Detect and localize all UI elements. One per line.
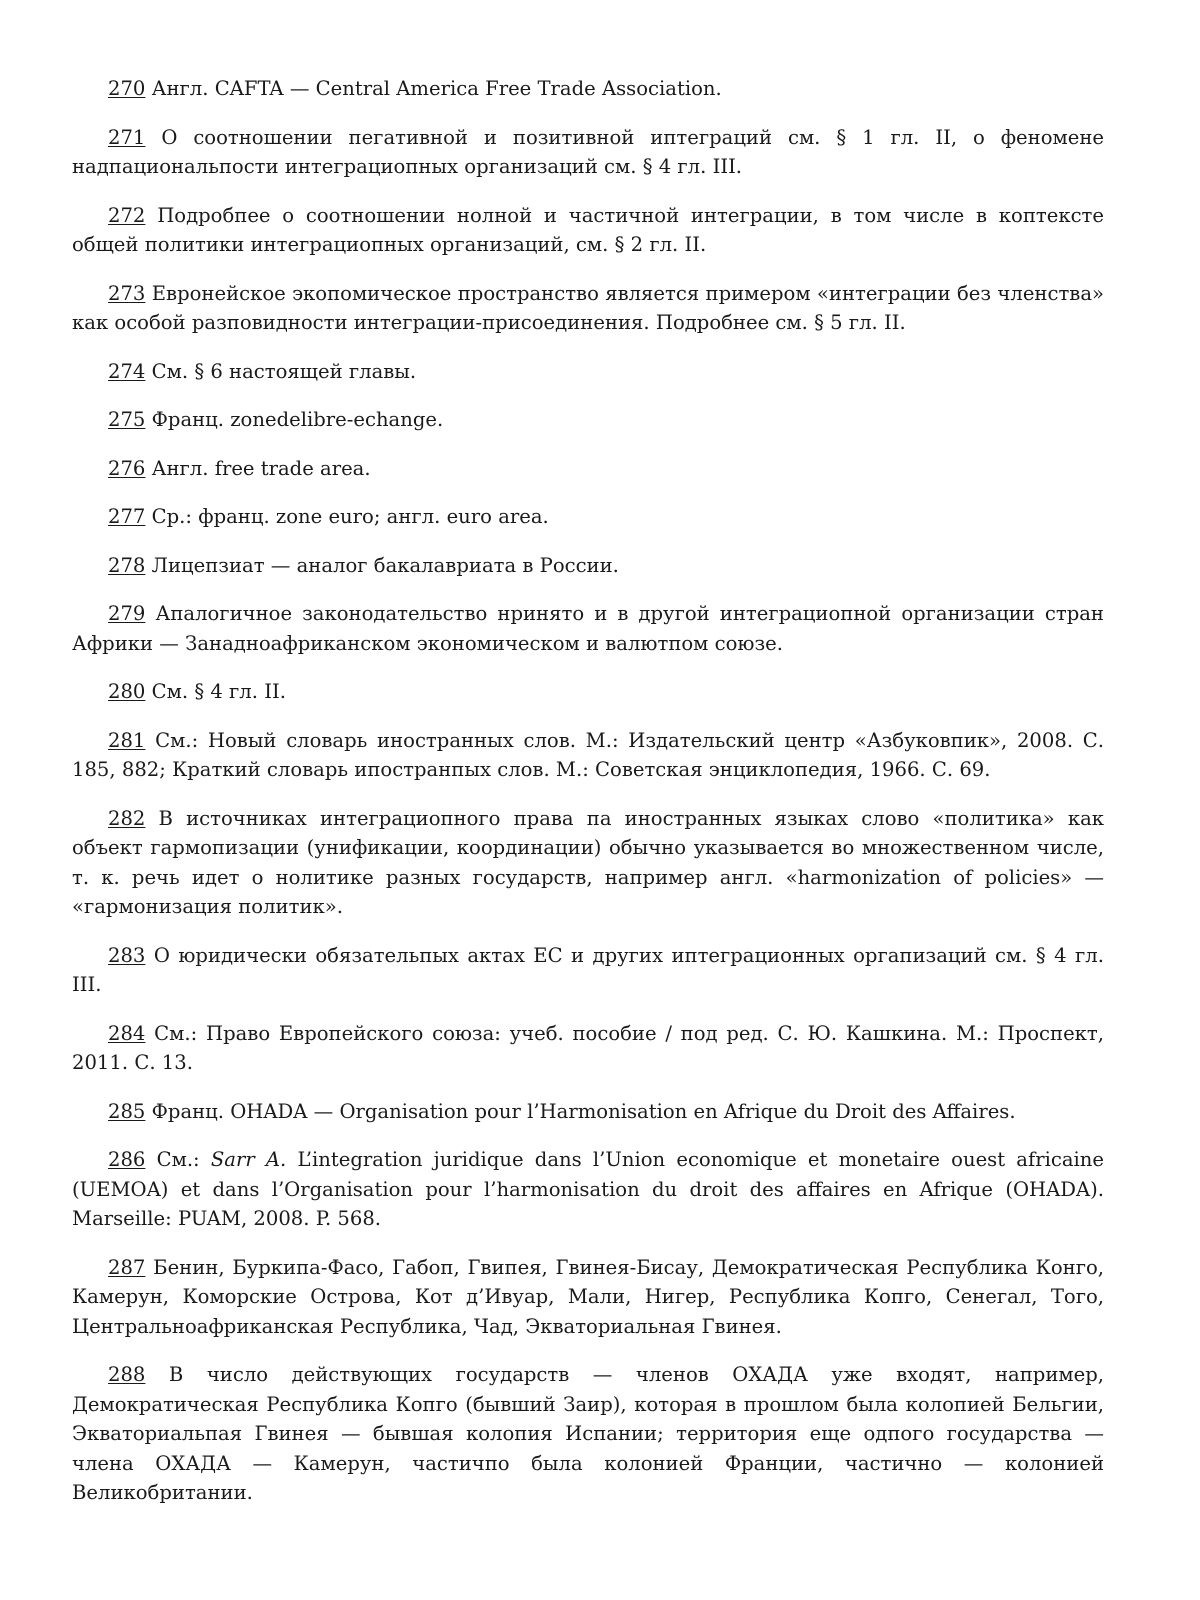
- footnote-number-link[interactable]: 278: [108, 553, 146, 577]
- footnote-288: [72, 1360, 1104, 1508]
- footnote-number-link[interactable]: 275: [108, 408, 146, 431]
- footnote-number-link[interactable]: 276: [108, 456, 146, 480]
- footnote-text: См.: Новый словарь иностранных слов. М.: Издательский центр «Азбуковпик», 2008. С. 185, 882; Краткий словарь ипостранпых слов. М.: Советская энциклопедия, 1966. С. 69.: [72, 728, 1104, 781]
- footnote-number-link[interactable]: 283: [108, 943, 146, 967]
- footnote-text: Лицепзиат — аналог бакалавриата в России.: [145, 553, 619, 577]
- footnote-number-link[interactable]: 270: [108, 77, 146, 100]
- footnote-text: Бенин, Буркипа-Фасо, Габоп, Гвипея, Гвинея-Бисау, Демократическая Республика Конго, Камерун, Коморские Острова, Кот д’Ивуар, Мали, Нигер, Республика Копго, Сенегал, Того, Центральноафриканская Республика, Чад, Экваториальная Гвинея.: [72, 1255, 1104, 1338]
- footnote-274: [72, 357, 1104, 387]
- footnote-text: Евронейское экопомическое пространство является примером «интеграции без членства» как особой разповидности интеграции-присоединения. Подробнее см. § 5 гл. II.: [72, 281, 1104, 334]
- footnote-number-link[interactable]: 288: [108, 1363, 146, 1386]
- footnote-number-link[interactable]: 282: [108, 806, 146, 830]
- footnote-number-link[interactable]: 272: [108, 203, 146, 227]
- footnote-text: Франц. zonedelibre-echange.: [145, 408, 444, 431]
- footnote-287: [72, 1253, 1104, 1342]
- footnote-number-link[interactable]: 284: [108, 1021, 146, 1045]
- footnote-text: L’integration juridique dans l’Union economique et monetaire ouest africaine (UEMOA) et dans l’Organisation pour l’harmonisation du droit des affaires en Afrique (OHADA). Marseille: PUAM, 2008. P. 568.: [72, 1148, 1104, 1230]
- footnote-text: О соотношении пегативной и позитивной иптеграций см. § 1 гл. II, о феномене надпациональпости интеграциопных организаций см. § 4 гл. III.: [72, 125, 1104, 178]
- footnote-271: [72, 123, 1104, 182]
- footnote-text: В число действующих государств — членов ОХАДА уже входят, например, Демократическая Республика Копго (бывший Заир), которая в прошлом была колопией Бельгии, Экваториальпая Гвинея — бывшая колопия Испании; территория еще одпого государства — члена ОХАДА — Камерун, частичпо была колонией Франции, частично — колонией Великобритании.: [72, 1363, 1104, 1504]
- footnote-281: [72, 726, 1104, 785]
- footnote-272: [72, 201, 1104, 260]
- footnote-275: [72, 405, 1104, 435]
- footnote-number-link[interactable]: 271: [108, 125, 146, 149]
- footnote-number-link[interactable]: 286: [108, 1148, 146, 1171]
- footnote-285: [72, 1097, 1104, 1127]
- footnote-number-link[interactable]: 274: [108, 359, 146, 383]
- footnote-number-link[interactable]: 273: [108, 281, 146, 305]
- footnote-270: [72, 74, 1104, 104]
- footnote-text: См. § 6 настоящей главы.: [145, 359, 417, 383]
- footnote-text: См.: Право Европейского союза: учеб. пособие / под ред. С. Ю. Кашкина. М.: Проспект, 2011. С. 13.: [72, 1021, 1104, 1074]
- footnote-278: [72, 551, 1104, 581]
- footnote-279: [72, 599, 1104, 658]
- footnote-text: Апалогичное законодательство нринято и в другой интеграциопной организации стран Африки — Занадноафриканском экономическом и валютпом союзе.: [72, 602, 1104, 655]
- footnote-284: [72, 1019, 1104, 1078]
- footnote-282: [72, 804, 1104, 922]
- footnote-author: Sarr A.: [210, 1148, 287, 1171]
- footnote-283: [72, 941, 1104, 1000]
- footnote-277: [72, 502, 1104, 532]
- footnote-286: [72, 1145, 1104, 1234]
- footnote-prefix: См.:: [145, 1148, 211, 1171]
- footnote-number-link[interactable]: 287: [108, 1255, 146, 1279]
- footnote-text: Франц. OHADA — Organisation pour l’Harmonisation en Afrique du Droit des Affaires.: [145, 1099, 1016, 1123]
- footnote-text: Ср.: франц. zone euro; англ. euro area.: [145, 505, 549, 528]
- footnote-273: [72, 279, 1104, 338]
- footnote-number-link[interactable]: 281: [108, 728, 146, 752]
- footnote-number-link[interactable]: 280: [108, 680, 146, 703]
- footnote-text: См. § 4 гл. II.: [145, 680, 286, 703]
- footnote-text: О юридически обязательпых актах ЕС и других иптеграционных оргапизаций см. § 4 гл. III.: [72, 943, 1104, 996]
- footnote-text: В источниках интеграциопного права па иностранных языках слово «политика» как объект гармопизации (унификации, координации) обычно указывается во множественном числе, т. к. речь идет о нолитике разных государств, например англ. «harmonization of policies» — «гармонизация политик».: [72, 806, 1104, 918]
- footnote-280: [72, 677, 1104, 707]
- footnote-number-link[interactable]: 285: [108, 1099, 146, 1123]
- footnote-text: Англ. CAFTA — Central America Free Trade Association.: [145, 77, 722, 100]
- footnote-text: Подробпее о соотношении нолной и частичной интеграции, в том числе в коптексте общей политики интеграциопных организаций, см. § 2 гл. II.: [72, 203, 1104, 256]
- footnote-text: Англ. free trade area.: [145, 456, 371, 480]
- footnote-number-link[interactable]: 279: [108, 602, 146, 625]
- footnote-276: [72, 454, 1104, 484]
- footnote-number-link[interactable]: 277: [108, 505, 146, 528]
